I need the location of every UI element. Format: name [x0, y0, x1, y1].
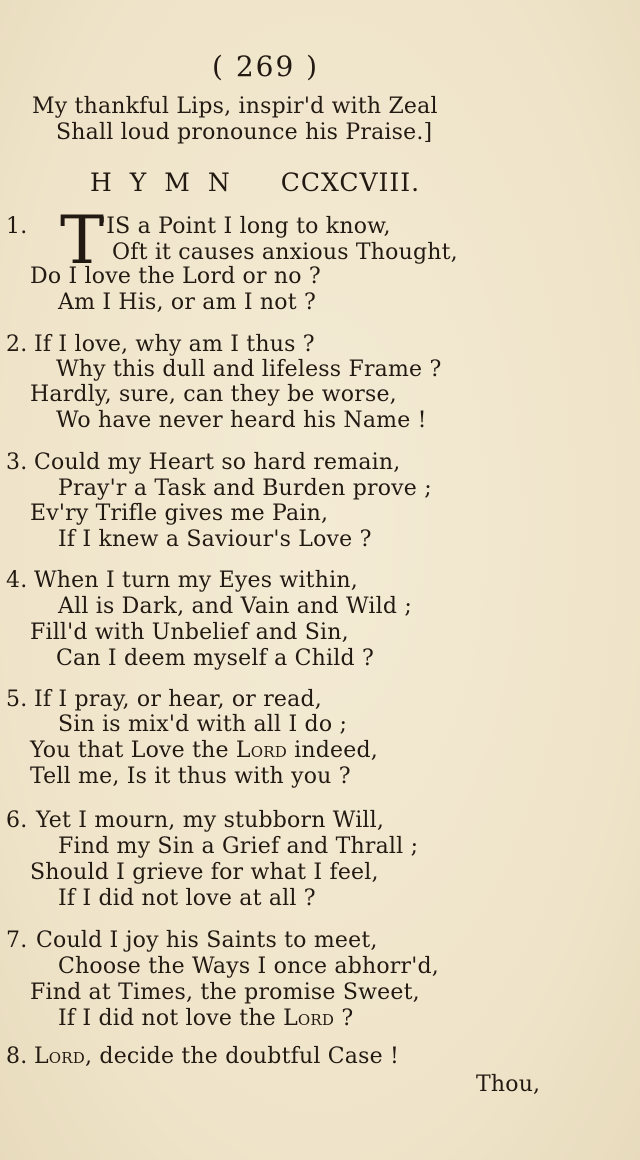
- hymn-title-word: HYMN: [90, 168, 248, 197]
- verse-line: Find my Sin a Grief and Thrall ;: [58, 834, 419, 859]
- verse-line-text: , decide the doubtful Case !: [85, 1044, 400, 1069]
- verse-line: Could I joy his Saints to meet,: [36, 928, 378, 953]
- hymn-number: CCXCVIII.: [280, 168, 421, 197]
- verse-line: 'IS a Point I long to know,: [100, 214, 391, 239]
- closing-line: Shall loud pronounce his Praise.]: [56, 120, 433, 145]
- verse-line: Yet I mourn, my stubborn Will,: [36, 808, 385, 833]
- verse-line: When I turn my Eyes within,: [34, 568, 358, 593]
- verse-line-text: If I did not love the: [58, 1006, 284, 1031]
- verse-line: Am I His, or am I not ?: [58, 290, 316, 315]
- verse-line: [34, 1046, 399, 1068]
- verse-line: Do I love the Lord or no ?: [30, 264, 321, 289]
- lord-small-caps: Lord: [34, 1044, 86, 1069]
- closing-line: My thankful Lips, inspir'd with Zeal: [32, 94, 438, 119]
- verse-line: Could my Heart so hard remain,: [34, 450, 401, 475]
- verse-number: 8.: [6, 1044, 28, 1069]
- verse-line-text: You that Love the: [30, 738, 236, 763]
- verse-line: Should I grieve for what I feel,: [30, 860, 379, 885]
- verse-line: Choose the Ways I once abhorr'd,: [58, 954, 439, 979]
- verse-number: 2.: [6, 332, 28, 357]
- verse-number: 7.: [6, 928, 28, 953]
- verse-number: 6.: [6, 808, 28, 833]
- verse-line: Oft it causes anxious Thought,: [112, 240, 458, 265]
- page-number: ( 269 ): [212, 50, 320, 83]
- verse-line: If I did not love at all ?: [58, 886, 316, 911]
- verse-line: Pray'r a Task and Burden prove ;: [58, 476, 432, 501]
- verse-line: If I knew a Saviour's Love ?: [58, 527, 372, 552]
- verse-line: If I love, why am I thus ?: [34, 332, 315, 357]
- verse-line: Sin is mix'd with all I do ;: [58, 712, 348, 737]
- verse-number: 3.: [6, 450, 28, 475]
- verse-line: Fill'd with Unbelief and Sin,: [30, 620, 349, 645]
- verse-number: 1.: [6, 214, 28, 239]
- lord-small-caps: Lord: [235, 738, 287, 763]
- hymn-title: [90, 168, 420, 197]
- verse-line: [30, 740, 378, 762]
- lord-small-caps: Lord: [283, 1006, 335, 1031]
- verse-number: 4.: [6, 568, 28, 593]
- verse-line-text: ?: [334, 1006, 354, 1031]
- verse-line: [58, 1008, 353, 1030]
- verse-line: All is Dark, and Vain and Wild ;: [58, 594, 412, 619]
- verse-line: Hardly, sure, can they be worse,: [30, 382, 397, 407]
- verse-line: Wo have never heard his Name !: [56, 408, 427, 433]
- verse-line: Find at Times, the promise Sweet,: [30, 980, 420, 1005]
- catchword: Thou,: [476, 1072, 541, 1097]
- verse-line-text: indeed,: [286, 738, 378, 763]
- verse-line: If I pray, or hear, or read,: [34, 687, 322, 712]
- drop-cap: T: [60, 202, 105, 279]
- verse-line: Why this dull and lifeless Frame ?: [56, 357, 442, 382]
- verse-number: 5.: [6, 687, 28, 712]
- verse-line: Can I deem myself a Child ?: [56, 646, 374, 671]
- verse-line: Ev'ry Trifle gives me Pain,: [30, 501, 329, 526]
- verse-line: Tell me, Is it thus with you ?: [30, 764, 351, 789]
